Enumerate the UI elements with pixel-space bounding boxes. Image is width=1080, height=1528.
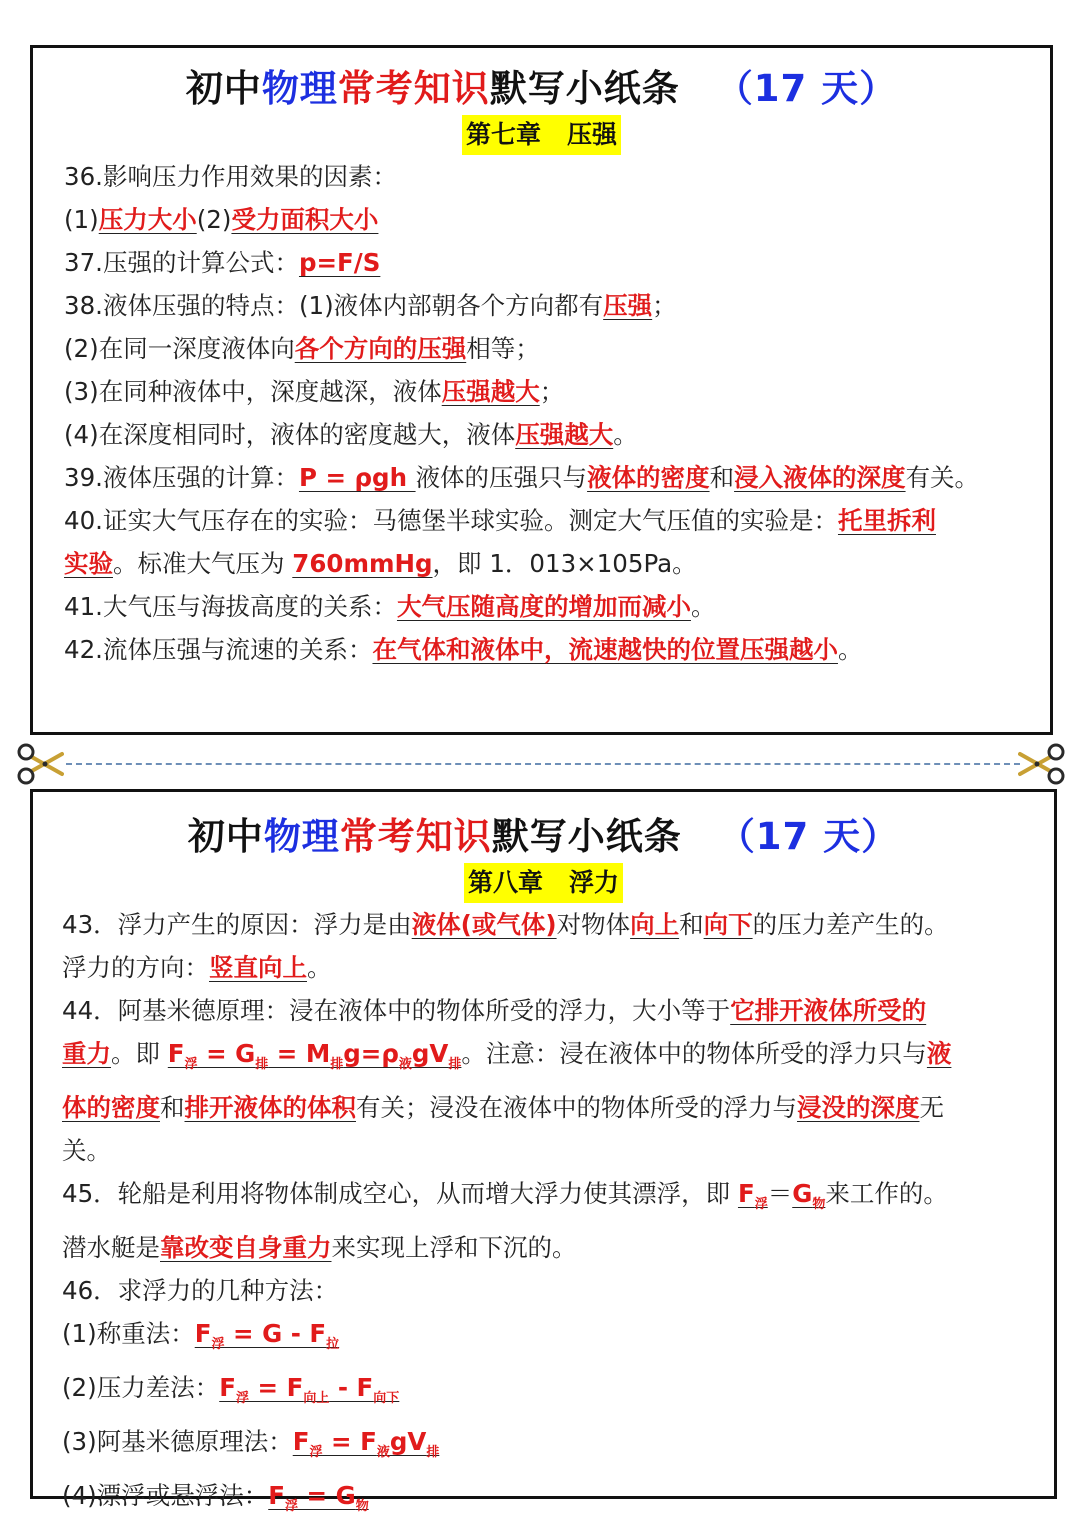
answer: 压强越大 — [515, 420, 614, 449]
question-42 — [64, 628, 1022, 671]
answer: 向上 — [630, 910, 680, 939]
formula-subscript: 排 — [330, 1057, 344, 1072]
stem-text: 38.液体压强的特点：(1)液体内部朝各个方向都有 — [64, 291, 604, 320]
float-formula — [792, 1179, 826, 1212]
question-38-line-4 — [64, 413, 1022, 456]
question-39 — [64, 456, 1022, 499]
title-day-count: （17 天） — [717, 815, 900, 858]
stem-text: 41.大气压与海拔高度的关系： — [64, 592, 397, 621]
answer: 重力 — [62, 1039, 111, 1068]
method-pressure-difference — [62, 1366, 1034, 1420]
formula-subscript: 物 — [355, 1499, 369, 1514]
formula-part: = M — [268, 1039, 331, 1068]
cut-line-divider — [66, 763, 1020, 765]
formula-subscript: 浮 — [235, 1391, 249, 1406]
answer: 排开液体的体积 — [184, 1093, 356, 1122]
formula-part: F — [292, 1427, 310, 1456]
formula-subscript: 物 — [812, 1197, 826, 1212]
formula-subscript: 浮 — [309, 1445, 323, 1460]
text: 。 — [307, 953, 332, 982]
formula-part: F — [219, 1373, 236, 1402]
method-weighing — [62, 1312, 1034, 1366]
scissors-icon — [16, 742, 64, 786]
method-archimedes — [62, 1420, 1034, 1474]
question-40-line-1 — [64, 499, 1022, 542]
text: 来工作的。 — [825, 1179, 948, 1208]
text: (2) — [196, 205, 232, 234]
answer: 压强越大 — [441, 377, 540, 406]
method-label: (3)阿基米德原理法： — [62, 1427, 293, 1456]
question-44-line-1 — [62, 989, 1034, 1032]
text: 对物体 — [556, 910, 631, 939]
formula-part: F — [737, 1179, 755, 1208]
method-label: (4)漂浮或悬浮法： — [62, 1481, 269, 1510]
question-37 — [64, 241, 1022, 284]
answer: 大气压随高度的增加而减小 — [396, 592, 691, 621]
note-card-chapter-7 — [30, 45, 1053, 735]
stem-text: (3)在同种液体中，深度越深，液体 — [64, 377, 442, 406]
note-card-chapter-8 — [30, 789, 1057, 1514]
answer: 靠改变自身重力 — [160, 1233, 332, 1262]
formula-part: F — [194, 1319, 212, 1348]
method-floating — [62, 1474, 1034, 1528]
answer: 浸入液体的深度 — [734, 463, 906, 492]
formula-subscript: 液 — [398, 1057, 412, 1072]
formula-subscript: 向上 — [303, 1391, 330, 1406]
question-45-line-2 — [62, 1226, 1034, 1269]
stem-text: 44．阿基米德原理：浸在液体中的物体所受的浮力，大小等于 — [62, 996, 731, 1025]
answer: 浸没的深度 — [797, 1093, 920, 1122]
title-part: 默写小纸条 — [489, 67, 680, 110]
method-label: (1)称重法： — [62, 1319, 195, 1348]
stem-text: 40.证实大气压存在的实验：马德堡半球实验。测定大气压值的实验是： — [64, 506, 838, 535]
stem-text: 37.压强的计算公式： — [64, 248, 299, 277]
text: (1) — [64, 205, 99, 234]
text: 液体的压强只与 — [415, 463, 588, 492]
stem-text: (4)在深度相同时，液体的密度越大，液体 — [64, 420, 516, 449]
question-36-stem — [64, 155, 1022, 198]
answer: 向下 — [703, 910, 753, 939]
answer: 液 — [926, 1039, 952, 1068]
method-formula — [292, 1427, 440, 1460]
formula-subscript: 排 — [448, 1057, 462, 1072]
question-38-line-2 — [64, 327, 1022, 370]
question-44-line-4 — [62, 1129, 1034, 1172]
answer: 托里拆利 — [837, 506, 936, 535]
answer: 在气体和液体中，流速越快的位置压强越小 — [372, 635, 838, 664]
question-43-line-2 — [62, 946, 1034, 989]
question-44-line-2 — [62, 1032, 1034, 1086]
question-38-line-1 — [64, 284, 1022, 327]
formula-part: G — [792, 1179, 813, 1208]
text: 和 — [160, 1093, 185, 1122]
formula-part: ＝ — [767, 1179, 793, 1208]
formula-part: g=ρ — [343, 1039, 399, 1068]
text: 。注意：浸在液体中的物体所受的浮力只与 — [461, 1039, 927, 1068]
title-part-blue: 物理 — [261, 67, 338, 110]
title-part: 初中 — [185, 67, 262, 110]
answer: 体的密度 — [62, 1093, 160, 1122]
answer: 实验 — [64, 549, 113, 578]
answer: 竖直向上 — [209, 953, 307, 982]
answer: 受力面积大小 — [231, 205, 379, 234]
text: 的压力差产生的。 — [752, 910, 949, 939]
title-part-red: 常考知识 — [337, 67, 490, 110]
formula-part: gV — [411, 1039, 449, 1068]
text: ，即 1．013×105Pa。 — [432, 549, 697, 578]
answer: 液体的密度 — [587, 463, 710, 492]
text: 。 — [837, 635, 863, 664]
text: 和 — [709, 463, 735, 492]
card-body — [33, 155, 1050, 671]
question-43-line-1 — [62, 903, 1034, 946]
formula-part: = F — [248, 1373, 304, 1402]
chapter-heading: 第七章 压强 — [462, 115, 621, 155]
question-45-line-1 — [62, 1172, 1034, 1226]
formula-part: = G - F — [224, 1319, 327, 1348]
stem-text: 36.影响压力作用效果的因素： — [64, 162, 397, 191]
buoyancy-formula — [167, 1039, 462, 1072]
float-formula — [737, 1179, 768, 1212]
card-title — [33, 66, 1050, 112]
formula-subscript: 排 — [255, 1057, 269, 1072]
question-38-line-3 — [64, 370, 1022, 413]
stem-text: 浮力的方向： — [62, 953, 209, 982]
answer: P = ρgh — [298, 463, 416, 492]
answer: p=F/S — [298, 248, 381, 277]
text: 来实现上浮和下沉的。 — [331, 1233, 577, 1262]
question-46-stem — [62, 1269, 1034, 1312]
formula-subscript: 向下 — [373, 1391, 400, 1406]
scissors-icon — [1018, 742, 1066, 786]
formula-subscript: 浮 — [284, 1499, 298, 1514]
formula-subscript: 浮 — [184, 1057, 198, 1072]
formula-part: = G — [197, 1039, 256, 1068]
method-formula — [219, 1373, 400, 1406]
question-41 — [64, 585, 1022, 628]
method-formula — [194, 1319, 340, 1352]
stem-text: 39.液体压强的计算： — [64, 463, 299, 492]
text: 。标准大气压为 — [113, 549, 293, 578]
question-36-answers — [64, 198, 1022, 241]
formula-subscript: 浮 — [754, 1197, 768, 1212]
text: 无 — [919, 1093, 944, 1122]
answer: 液体(或气体) — [411, 910, 557, 939]
stem-text: 42.流体压强与流速的关系： — [64, 635, 373, 664]
answer: 它排开液体所受的 — [730, 996, 927, 1025]
stem-text: 46．求浮力的几种方法： — [62, 1276, 339, 1305]
title-part: 默写小纸条 — [491, 815, 682, 858]
title-day-count: （17 天） — [715, 67, 898, 110]
answer: 压力大小 — [98, 205, 197, 234]
text: 有关；浸没在液体中的物体所受的浮力与 — [356, 1093, 797, 1122]
formula-subscript: 拉 — [326, 1337, 340, 1352]
title-part-blue: 物理 — [263, 815, 340, 858]
text: 关。 — [62, 1136, 111, 1165]
formula-subscript: 排 — [426, 1445, 440, 1460]
formula-part: F — [268, 1481, 285, 1510]
text: 相等； — [466, 334, 540, 363]
formula-part: = F — [322, 1427, 377, 1456]
stem-text: 45．轮船是利用将物体制成空心，从而增大浮力使其漂浮，即 — [62, 1179, 738, 1208]
question-44-line-3 — [62, 1086, 1034, 1129]
text: 和 — [679, 910, 704, 939]
text: ； — [539, 377, 565, 406]
text: ； — [652, 291, 677, 320]
stem-text: 潜水艇是 — [62, 1233, 160, 1262]
method-label: (2)压力差法： — [62, 1373, 220, 1402]
chapter-heading: 第八章 浮力 — [464, 863, 623, 903]
card-title — [33, 814, 1054, 860]
text: 。即 — [111, 1039, 168, 1068]
method-formula — [268, 1481, 369, 1514]
title-part-red: 常考知识 — [339, 815, 492, 858]
answer: 压强 — [603, 291, 653, 320]
formula-part: - F — [329, 1373, 374, 1402]
stem-text: (2)在同一深度液体向 — [64, 334, 295, 363]
text: 。 — [613, 420, 638, 449]
title-part: 初中 — [187, 815, 264, 858]
stem-text: 43．浮力产生的原因：浮力是由 — [62, 910, 412, 939]
answer: 760mmHg — [292, 549, 433, 578]
formula-subscript: 浮 — [211, 1337, 225, 1352]
formula-part: = G — [297, 1481, 356, 1510]
formula-subscript: 液 — [376, 1445, 390, 1460]
answer: 各个方向的压强 — [294, 334, 467, 363]
text: 有关。 — [905, 463, 980, 492]
question-40-line-2 — [64, 542, 1022, 585]
formula-part: gV — [389, 1427, 427, 1456]
card-body — [33, 903, 1054, 1528]
text: 。 — [690, 592, 716, 621]
formula-part: F — [167, 1039, 185, 1068]
